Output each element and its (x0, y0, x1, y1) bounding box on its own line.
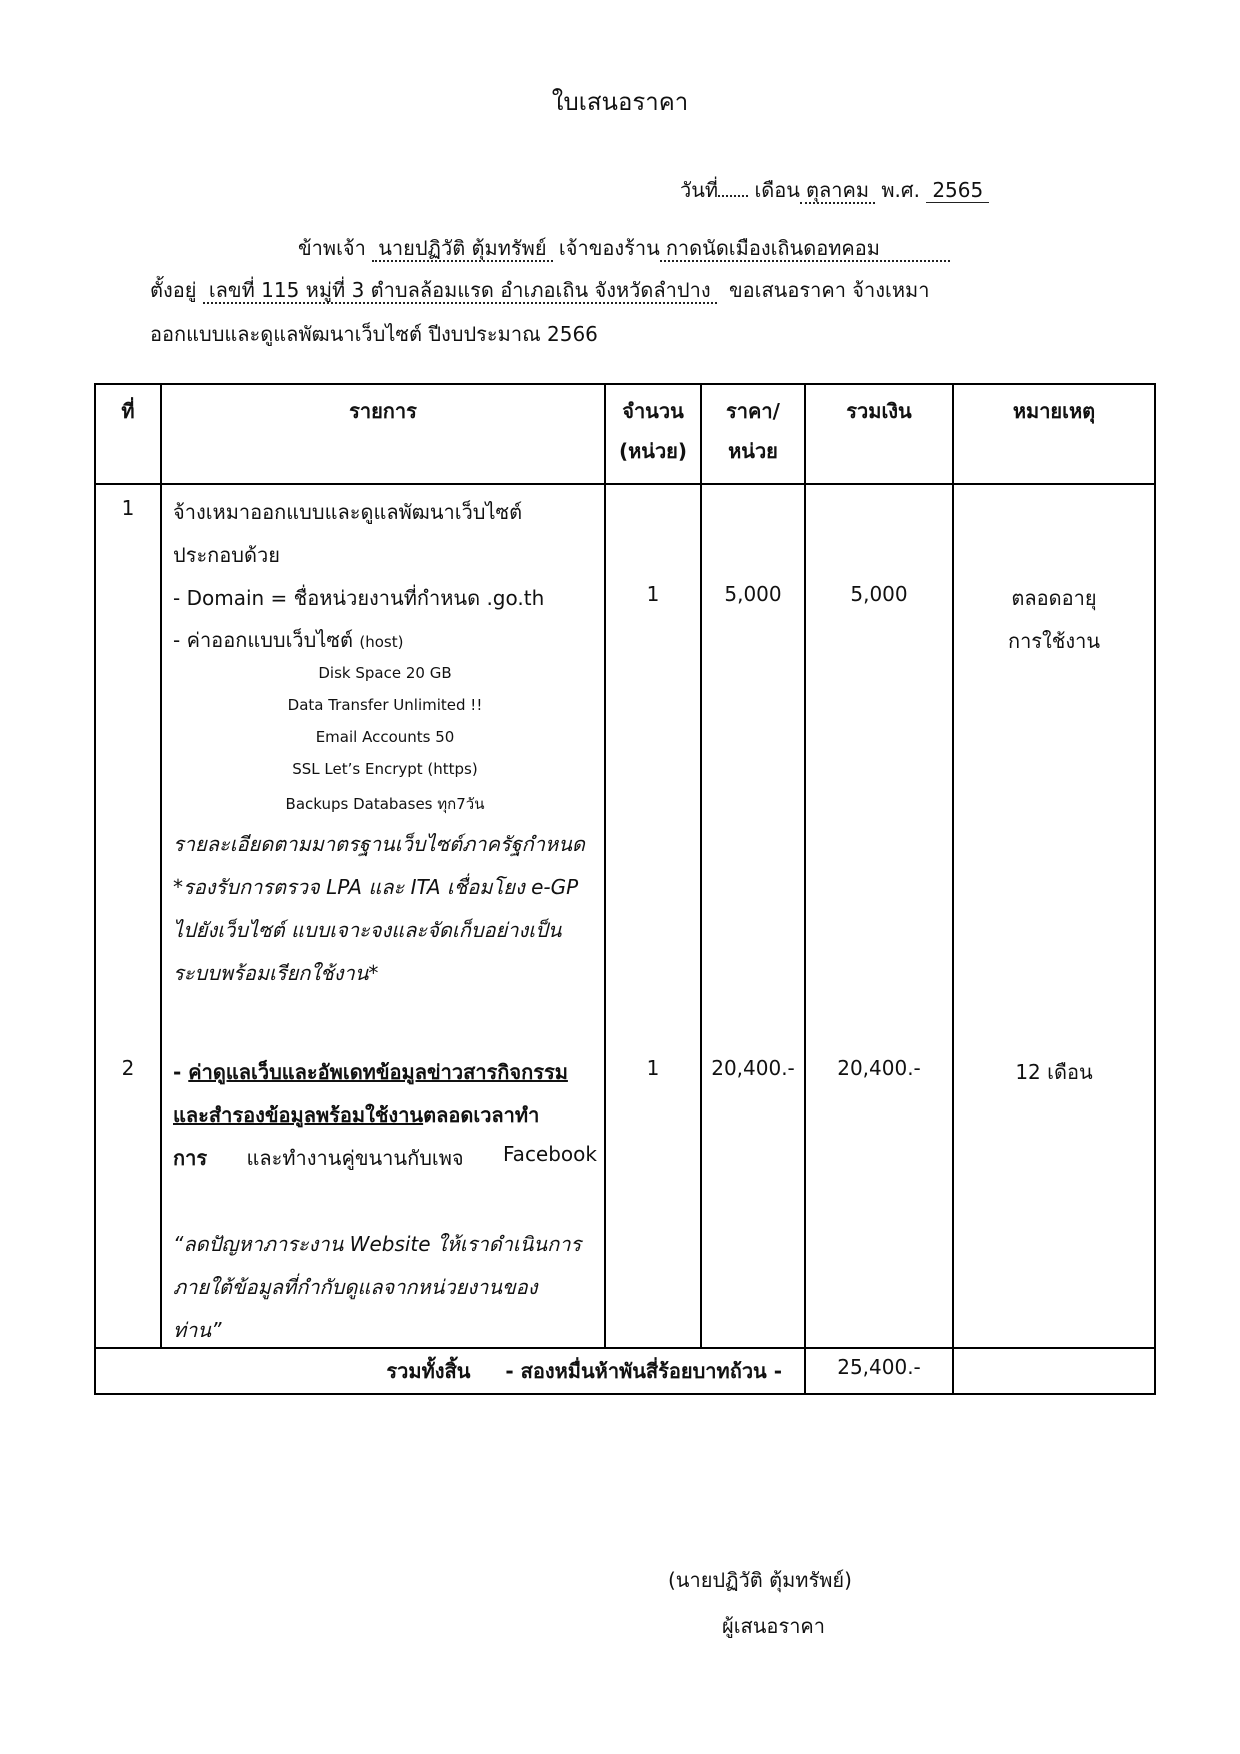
table-header-row (95, 384, 1155, 484)
cell-note (953, 484, 1155, 1348)
day-value (718, 195, 748, 197)
header-price-line1: ราคา/ (726, 399, 780, 423)
header-item: รายการ (161, 384, 605, 484)
item1-line1: จ้างเหมาออกแบบและดูแลพัฒนาเว็บไซต์ (173, 500, 523, 524)
i-label: ข้าพเจ้า (298, 236, 366, 260)
address: เลขที่ 115 หมู่ที่ 3 ตำบลล้อมแรด อำเภอเถิน จังหวัดลำปาง (203, 279, 717, 304)
item1-design-text: - ค่าออกแบบเว็บไซต์ (173, 628, 353, 652)
cell-price (701, 484, 805, 1348)
day-label: วันที่ (680, 178, 719, 202)
shop-label: เจ้าของร้าน (558, 236, 660, 260)
item1-no: 1 (121, 496, 135, 520)
signature-role: ผู้เสนอราคา (722, 1614, 826, 1638)
proposer-name: นายปฏิวัติ ตุ้มทรัพย์ (372, 237, 552, 262)
header-qty-line1: จำนวน (622, 399, 684, 423)
spec-item: Backups Databases ทุก7วัน (285, 795, 485, 813)
signature-name: (นายปฏิวัติ ตุ้มทรัพย์) (668, 1568, 852, 1592)
date-line (680, 174, 989, 206)
address-label: ตั้งอยู่ (150, 278, 197, 302)
total-sum: 25,400.- (805, 1348, 953, 1394)
cell-sum (805, 484, 953, 1348)
total-label: รวมทั้งสิ้น (386, 1359, 471, 1383)
header-qty (605, 384, 701, 484)
item2-line1 (173, 1056, 568, 1088)
spec-item: Disk Space 20 GB (318, 664, 452, 682)
item2-line2-underlined: และสำรองข้อมูลพร้อมใช้งาน (173, 1103, 424, 1127)
item1-design (173, 624, 403, 656)
item1-note-line2: การใช้งาน (1007, 629, 1101, 653)
intro-line-3: ออกแบบและดูแลพัฒนาเว็บไซต์ ปีงบประมาณ 2566 (150, 322, 598, 346)
header-no: ที่ (95, 384, 161, 484)
item2-sum: 20,400.- (837, 1056, 921, 1080)
header-price (701, 384, 805, 484)
header-sum: รวมเงิน (805, 384, 953, 484)
item2-line3-mid: และทำงานคู่ขนานกับเพจ (246, 1146, 464, 1170)
year-label: พ.ศ. (881, 178, 920, 202)
cell-no (95, 484, 161, 1348)
table-row (95, 484, 1155, 1348)
item2-qty: 1 (646, 1056, 660, 1080)
detail-line: ไปยังเว็บไซต์ แบบเจาะจงและจัดเก็บอย่างเป็น (173, 918, 562, 942)
year-value: 2565 (926, 179, 989, 203)
header-note: หมายเหตุ (953, 384, 1155, 484)
total-words: - สองหมื่นห้าพันสี่ร้อยบาทถ้วน - (505, 1359, 782, 1383)
cell-item (161, 484, 605, 1348)
header-qty-line2: (หน่วย) (618, 439, 688, 463)
month-value: ตุลาคม (800, 179, 875, 204)
item1-note-line1: ตลอดอายุ (1011, 586, 1097, 610)
item1-qty: 1 (646, 582, 660, 606)
total-note (953, 1348, 1155, 1394)
header-price-line2: หน่วย (728, 439, 778, 463)
item2-line3-end: Facebook (503, 1142, 597, 1166)
quote-line: ภายใต้ข้อมูลที่กำกับดูแลจากหน่วยงานของ (173, 1275, 538, 1299)
total-label-cell (95, 1348, 805, 1394)
item1-design-small: (host) (359, 633, 404, 651)
detail-line: ระบบพร้อมเรียกใช้งาน* (173, 961, 379, 985)
item1-price: 5,000 (724, 582, 782, 606)
intro-line-2 (150, 274, 929, 306)
item2-line1-underlined: ค่าดูแลเว็บและอัพเดทข้อมูลข่าวสารกิจกรรม (188, 1060, 568, 1084)
document-title: ใบเสนอราคา (551, 88, 689, 116)
item2-line3 (173, 1142, 597, 1174)
spec-item: Email Accounts 50 (315, 728, 455, 746)
cell-qty (605, 484, 701, 1348)
intro-line-1 (298, 232, 950, 264)
total-row (95, 1348, 1155, 1394)
item2-price: 20,400.- (711, 1056, 795, 1080)
item2-dash: - (173, 1060, 189, 1084)
detail-line: รายละเอียดตามมาตรฐานเว็บไซต์ภาครัฐกำหนด (173, 832, 585, 856)
item2-line3-bold: การ (173, 1146, 208, 1170)
item1-sum: 5,000 (850, 582, 908, 606)
item1-domain: - Domain = ชื่อหน่วยงานที่กำหนด .go.th (173, 586, 545, 610)
detail-line: *รองรับการตรวจ LPA และ ITA เชื่อมโยง e-GP (173, 875, 579, 899)
spec-item: Data Transfer Unlimited !! (287, 696, 483, 714)
shop-name: กาดนัดเมืองเถินดอทคอม (660, 237, 950, 262)
item2-no: 2 (121, 1056, 135, 1080)
offer-text: ขอเสนอราคา จ้างเหมา (728, 278, 930, 302)
month-label: เดือน (754, 178, 800, 202)
quote-line: “ลดปัญหาภาระงาน Website ให้เราดำเนินการ (173, 1232, 582, 1256)
quotation-table (94, 383, 1156, 1395)
item2-note: 12 เดือน (1015, 1060, 1093, 1084)
item2-line2 (173, 1099, 539, 1131)
spec-item: SSL Let’s Encrypt (https) (292, 760, 478, 778)
item2-line2-rest: ตลอดเวลาทำ (423, 1103, 540, 1127)
quote-line: ท่าน” (173, 1318, 222, 1342)
item1-line2: ประกอบด้วย (173, 543, 280, 567)
